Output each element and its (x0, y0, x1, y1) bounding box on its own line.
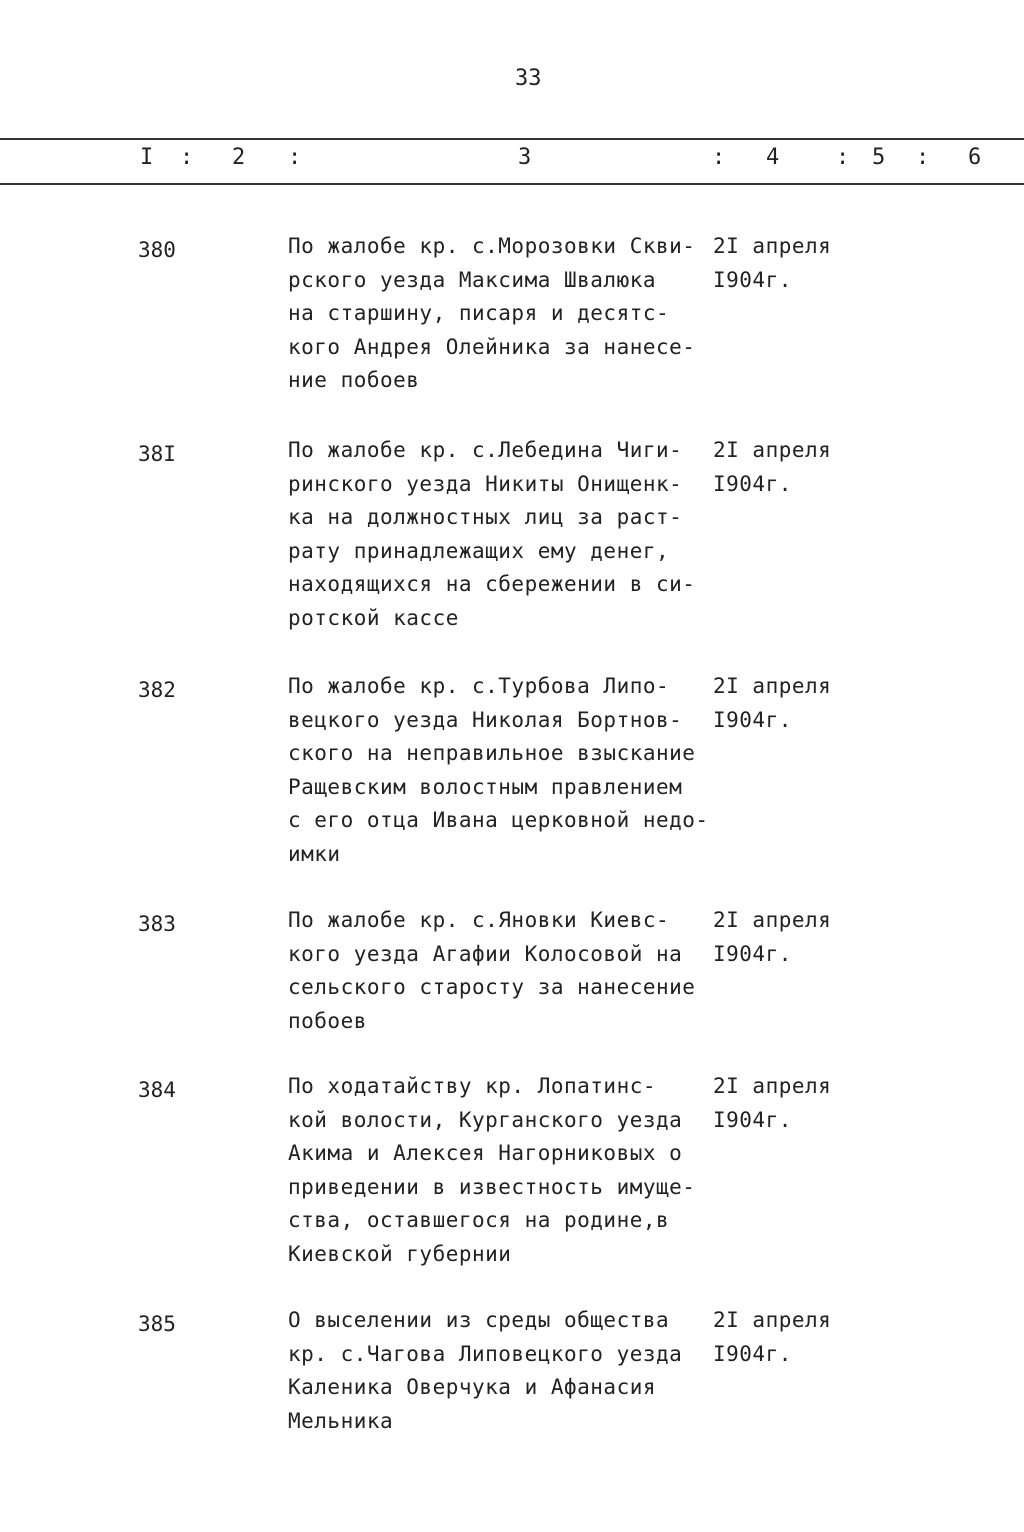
date-line: 2I апреля (713, 1074, 832, 1098)
description-line: По жалобе кр. с.Морозовки Скви- (288, 234, 696, 258)
entry-number: 382 (138, 678, 176, 702)
header-bottom-rule (0, 183, 1024, 185)
date-line: 2I апреля (713, 234, 832, 258)
column-header-5: 5 (872, 145, 886, 170)
description-line: рату принадлежащих ему денег, (288, 538, 670, 563)
date-line: I904г. (713, 1107, 792, 1132)
description-line: имки (288, 841, 341, 866)
entry-number: 38I (138, 442, 176, 466)
entry-date (713, 1304, 831, 1371)
entry-description (288, 434, 718, 635)
entry-description (288, 1070, 718, 1271)
column-separator: : (836, 145, 850, 170)
header-top-rule (0, 138, 1024, 140)
description-line: Киевской губернии (288, 1241, 512, 1266)
entry-description (288, 230, 718, 398)
description-line: ского на неправильное взыскание (288, 741, 696, 765)
entry-description (288, 670, 718, 871)
entry-number: 384 (138, 1078, 176, 1102)
description-line: По жалобе кр. с.Яновки Киевс- (288, 908, 670, 932)
description-line: на старшину, писаря и десятс- (288, 301, 670, 325)
entry-date (713, 904, 831, 971)
date-line: I904г. (713, 471, 792, 496)
column-header-2: 2 (232, 145, 246, 170)
date-line: I904г. (713, 707, 792, 732)
description-line: По жалобе кр. с.Лебедина Чиги- (288, 438, 683, 462)
column-separator: : (288, 145, 302, 170)
entry-date (713, 434, 831, 501)
description-line: ка на должностных лиц за раст- (288, 505, 683, 529)
date-line: 2I апреля (713, 674, 832, 698)
description-line: Ращевским волостным правлением (288, 774, 683, 799)
column-header-1: I (140, 145, 154, 170)
description-line: с его отца Ивана церковной недо- (288, 808, 709, 832)
column-separator: : (180, 145, 194, 170)
description-line: ние побоев (288, 368, 420, 392)
entry-date (713, 1070, 831, 1137)
column-header-4: 4 (766, 145, 780, 170)
description-line: кой волости, Курганского уезда (288, 1107, 683, 1132)
date-line: 2I апреля (713, 908, 832, 932)
date-line: 2I апреля (713, 438, 832, 462)
description-line: О выселении из среды общества (288, 1308, 670, 1332)
column-separator: : (916, 145, 930, 170)
column-header-6: 6 (968, 145, 982, 170)
date-line: I904г. (713, 267, 792, 292)
description-line: рского уезда Максима Швалюка (288, 267, 657, 292)
description-line: ринского уезда Никиты Онищенк- (288, 471, 683, 496)
column-separator: : (712, 145, 726, 170)
description-line: побоев (288, 1008, 367, 1033)
description-line: ротской кассе (288, 605, 459, 630)
description-line: По ходатайству кр. Лопатинс- (288, 1074, 657, 1098)
page-number: 33 (515, 66, 542, 91)
description-line: По жалобе кр. с.Турбова Липо- (288, 674, 670, 698)
description-line: приведении в известность имуще- (288, 1174, 696, 1199)
date-line: I904г. (713, 1341, 792, 1366)
date-line: I904г. (713, 941, 792, 966)
description-line: кого уезда Агафии Колосовой на (288, 941, 683, 966)
description-line: находящихся на сбережении в си- (288, 572, 696, 596)
description-line: Мельника (288, 1408, 394, 1433)
description-line: кр. с.Чагова Липовецкого уезда (288, 1341, 683, 1366)
date-line: 2I апреля (713, 1308, 832, 1332)
entry-date (713, 230, 831, 297)
description-line: Акима и Алексея Нагорниковых о (288, 1141, 683, 1165)
entry-description (288, 904, 718, 1038)
entry-number: 383 (138, 912, 176, 936)
column-header-3: 3 (518, 145, 532, 170)
description-line: вецкого уезда Николая Бортнов- (288, 707, 683, 732)
entry-number: 380 (138, 238, 176, 262)
description-line: кого Андрея Олейника за нанесе- (288, 334, 696, 359)
description-line: ства, оставшегося на родине,в (288, 1208, 670, 1232)
description-line: Каленика Оверчука и Афанасия (288, 1375, 657, 1399)
description-line: сельского старосту за нанесение (288, 975, 696, 999)
entry-number: 385 (138, 1312, 176, 1336)
entry-date (713, 670, 831, 737)
entry-description (288, 1304, 718, 1438)
